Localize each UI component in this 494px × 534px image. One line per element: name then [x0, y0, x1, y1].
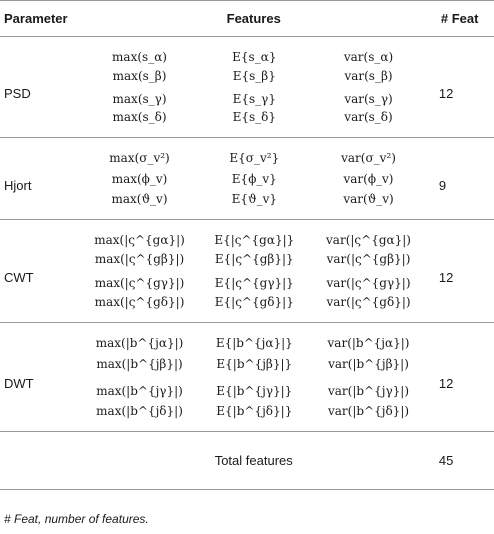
- feature-var: var(|b^{jγ}|): [327, 383, 410, 398]
- feature-max: max(s_δ): [112, 110, 167, 124]
- feature-max: max(|b^{jα}|): [95, 336, 184, 350]
- feature-var: var(s_δ): [344, 110, 393, 124]
- feature-count: 12: [438, 376, 454, 391]
- feature-max: max(ϑ_v): [111, 192, 168, 206]
- feature-var: var(|b^{jβ}|): [328, 356, 409, 371]
- feature-max: max(s_β): [112, 68, 167, 83]
- feature-max: max(σ_v²): [109, 151, 170, 165]
- feature-max: max(|ς^{gδ}|): [94, 295, 185, 309]
- total-row: [0, 432, 494, 490]
- feature-var: var(|ς^{gβ}|): [326, 252, 411, 266]
- feature-mean: E{|b^{jγ}|}: [216, 383, 293, 398]
- feature-mean: E{|b^{jδ}|}: [216, 404, 293, 418]
- header-parameter: Parameter: [4, 11, 68, 26]
- feature-mean: E{|b^{jβ}|}: [216, 356, 293, 371]
- feature-var: var(|b^{jδ}|): [327, 404, 410, 418]
- feature-max: max(|b^{jγ}|): [96, 383, 183, 398]
- feature-mean: E{|ς^{gγ}|}: [214, 276, 294, 290]
- feature-mean: E{s_δ}: [232, 110, 277, 124]
- feature-mean: E{ϑ_v}: [231, 192, 277, 206]
- group-dwt: [0, 323, 494, 432]
- feature-var: var(|b^{jα}|): [327, 336, 410, 350]
- feature-var: var(ϑ_v): [343, 192, 394, 206]
- table-row: [0, 220, 494, 248]
- total-value: 45: [438, 453, 454, 468]
- header-features: Features: [226, 11, 281, 26]
- header-feature-count: # Feat: [440, 11, 479, 26]
- feature-mean: E{σ_v²}: [229, 151, 280, 165]
- total-label: Total features: [214, 453, 293, 468]
- parameter-name: DWT: [4, 376, 34, 391]
- feature-max: max(s_α): [112, 50, 167, 64]
- feature-var: var(s_γ): [344, 91, 393, 106]
- parameter-name: CWT: [4, 270, 34, 285]
- feature-var: var(|ς^{gδ}|): [326, 295, 411, 309]
- feature-max: max(|ς^{gγ}|): [94, 276, 185, 290]
- table-footnote: # Feat, number of features.: [4, 512, 149, 526]
- feature-count: 12: [438, 270, 454, 285]
- parameter-name: Hjort: [4, 177, 32, 193]
- table-row: [0, 323, 494, 351]
- feature-mean: E{s_β}: [232, 68, 276, 83]
- feature-mean: E{|ς^{gβ}|}: [214, 252, 294, 266]
- total-spacer: [0, 432, 81, 490]
- feature-mean: E{|ς^{gα}|}: [214, 233, 295, 247]
- group-psd: [0, 37, 494, 138]
- feature-var: var(|ς^{gγ}|): [326, 276, 411, 290]
- feature-mean: E{|b^{jα}|}: [215, 336, 293, 350]
- feature-mean: E{|ς^{gδ}|}: [214, 295, 294, 309]
- feature-max: max(|ς^{gα}|): [94, 233, 185, 247]
- feature-mean: E{s_γ}: [232, 91, 276, 106]
- feature-var: var(s_β): [344, 68, 393, 83]
- group-hjort: [0, 138, 494, 220]
- total-section: [0, 432, 494, 490]
- feature-max: max(ϕ_v): [111, 171, 168, 186]
- table-header: [0, 1, 494, 37]
- feature-count: 12: [438, 86, 454, 101]
- feature-max: max(|b^{jδ}|): [96, 404, 183, 418]
- feature-var: var(|ς^{gα}|): [326, 233, 411, 247]
- feature-count: 9: [438, 177, 447, 193]
- header-row: [0, 1, 494, 37]
- feature-var: var(σ_v²): [341, 151, 396, 165]
- feature-max: max(|ς^{gβ}|): [94, 252, 185, 266]
- parameter-name: PSD: [4, 86, 31, 101]
- feature-mean: E{s_α}: [232, 50, 277, 64]
- feature-var: var(ϕ_v): [343, 171, 394, 186]
- table-row: [0, 37, 494, 65]
- feature-var: var(s_α): [343, 50, 394, 64]
- feature-mean: E{ϕ_v}: [231, 171, 277, 186]
- feature-max: max(s_γ): [112, 91, 167, 106]
- feature-max: max(|b^{jβ}|): [96, 356, 183, 371]
- table-row: [0, 138, 494, 166]
- group-cwt: [0, 220, 494, 323]
